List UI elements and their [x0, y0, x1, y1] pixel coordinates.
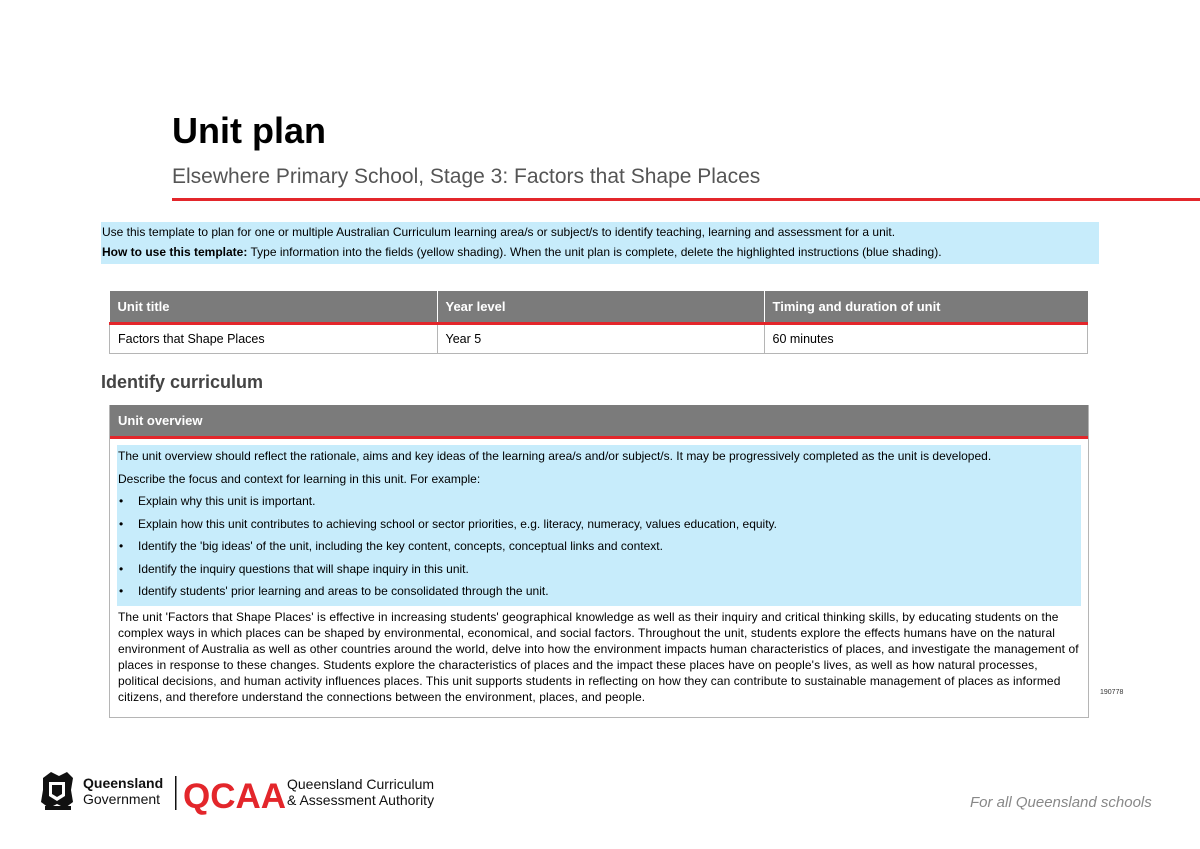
- table-row: [110, 324, 1088, 354]
- crest-icon: [41, 772, 73, 810]
- guidance-paragraph: The unit overview should reflect the rationale, aims and key ideas of the learning area/s and/or subject/s. It may be progressively completed as the unit is developed.: [118, 449, 992, 463]
- header-timing: Timing and duration of unit: [764, 291, 1088, 324]
- list-item: • Identify the inquiry questions that will shape inquiry in this unit.: [118, 558, 1081, 581]
- unit-title-field[interactable]: Factors that Shape Places: [110, 324, 438, 354]
- overview-guidance: [117, 445, 1081, 606]
- instructions-line: Use this template to plan for one or multiple Australian Curriculum learning area/s or subject/s to identify teaching, learning and assessment for a unit.: [102, 225, 896, 239]
- unit-overview-box: [109, 405, 1089, 718]
- qld-line2: Government: [83, 791, 161, 807]
- title-divider: [172, 198, 1200, 201]
- overview-body-field[interactable]: The unit 'Factors that Shape Places' is effective in increasing students' geographical knowledge as well as their inquiry and critical thinking skills, by educating students on the complex ways in which places can be shaped by environmental, economical, and social factors. Throughout the unit, students explore the effects humans have on the natural environment of Australia as well as other countries around the world, delve into how the environment impacts human characteristics of places, and investigate the management of places in response to these changes. Students explore the characteristics of places and the impact these places have on people's lives, as well as how natural processes, political decisions, and human activity influences places. This unit supports students in reflecting on how they can contribute to sustainable management of places as informed citizens, and therefore understand the connections between the environment, places, and people.: [118, 609, 1079, 704]
- footer-tagline: For all Queensland schools: [970, 794, 1152, 811]
- how-to-text: Type information into the fields (yellow shading). When the unit plan is complete, delete the highlighted instructions (blue shading).: [247, 245, 942, 259]
- section-heading: Identify curriculum: [101, 372, 264, 392]
- page-title: Unit plan: [172, 110, 326, 151]
- list-item: • Explain why this unit is important.: [118, 490, 1081, 513]
- list-item: • Explain how this unit contributes to achieving school or sector priorities, e.g. literacy, numeracy, values education, equity.: [118, 513, 1081, 536]
- how-to-label: How to use this template:: [102, 245, 248, 259]
- list-item: • Identify the 'big ideas' of the unit, including the key content, concepts, conceptual links and context.: [118, 535, 1081, 558]
- qld-line1: Queensland: [83, 775, 164, 791]
- document-code: 190778: [1100, 689, 1124, 696]
- list-item: • Identify students' prior learning and areas to be consolidated through the unit.: [118, 580, 1081, 603]
- timing-field[interactable]: 60 minutes: [764, 324, 1088, 354]
- header-unit-title: Unit title: [110, 291, 438, 324]
- qcaa-line2: & Assessment Authority: [287, 792, 435, 808]
- page-subtitle: Elsewhere Primary School, Stage 3: Factors that Shape Places: [172, 165, 761, 188]
- table-header-row: [110, 291, 1088, 324]
- qcaa-line1: Queensland Curriculum: [287, 776, 435, 792]
- header-year-level: Year level: [437, 291, 764, 324]
- how-to-line: [101, 242, 1099, 262]
- footer-logos: [37, 768, 457, 821]
- unit-overview-header: Unit overview: [110, 405, 1088, 439]
- guidance-list: [118, 490, 1081, 603]
- unit-details-table: [109, 291, 1088, 354]
- guidance-paragraph: Describe the focus and context for learning in this unit. For example:: [118, 471, 481, 486]
- qcaa-mark: QCAA: [183, 777, 287, 816]
- instructions-box: [101, 222, 1099, 264]
- year-level-field[interactable]: Year 5: [437, 324, 764, 354]
- queensland-government-logo: [37, 768, 457, 816]
